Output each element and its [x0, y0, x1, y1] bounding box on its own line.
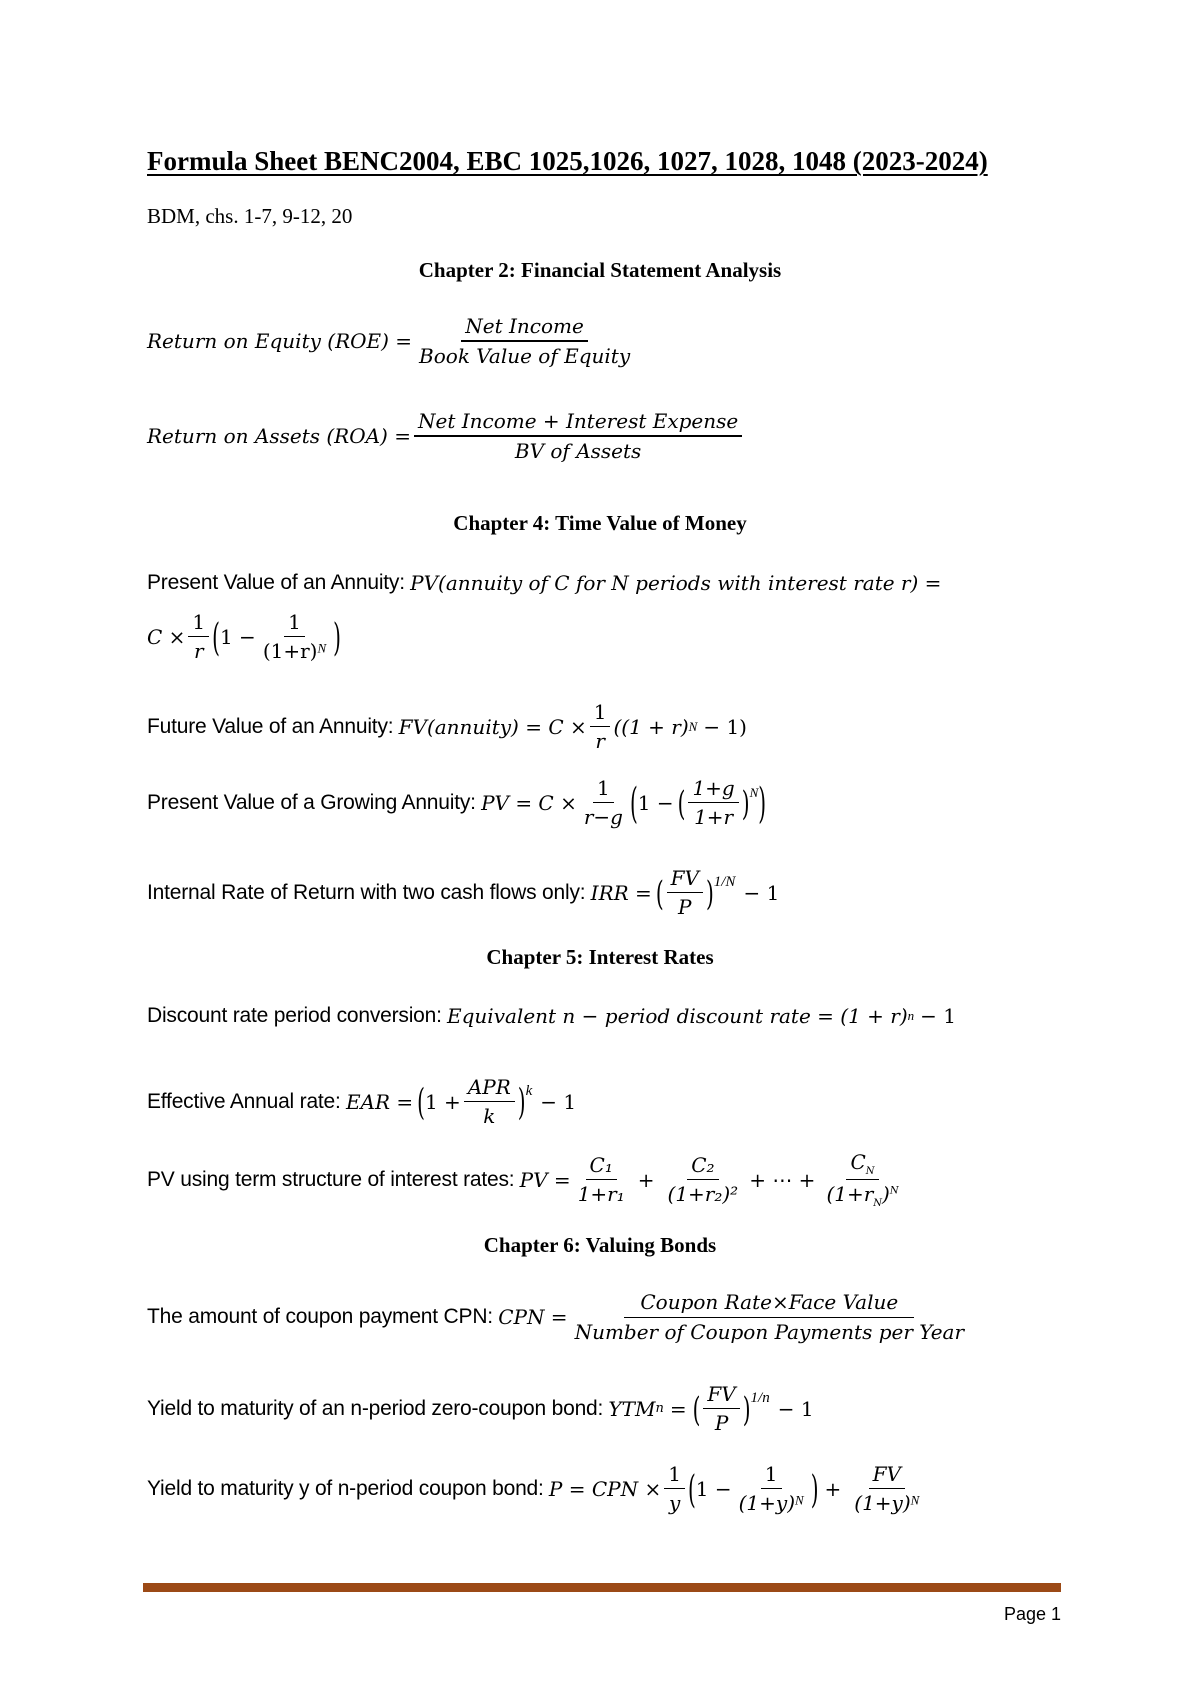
pv-annuity-c-times: C ×	[147, 624, 186, 649]
ytm-coupon-fv-den	[850, 1489, 923, 1515]
pv-growing-den: r−g	[583, 805, 623, 829]
term-structure-frac-2	[664, 1153, 743, 1206]
ytm-coupon-discount-den	[735, 1489, 808, 1515]
roa-denominator: BV of Assets	[514, 439, 642, 463]
pv-growing-label: Present Value of a Growing Annuity:	[147, 790, 476, 814]
discount-conversion-tail: − 1	[920, 1003, 956, 1028]
close-paren: )	[810, 1465, 819, 1512]
open-paren: (	[417, 1079, 425, 1124]
document-title: Formula Sheet BENC2004, EBC 1025,1026, 1027, 1028, 1048 (2023-2024)	[147, 146, 988, 176]
ytm-coupon-one: 1	[664, 1462, 685, 1489]
pv-growing-lhs: PV = C ×	[481, 790, 577, 815]
irr-den: P	[678, 895, 692, 919]
formula-pv-annuity-line1	[147, 570, 941, 595]
pv-annuity-one-minus: 1 −	[219, 624, 256, 649]
term-structure-n3-sub: N	[865, 1166, 875, 1177]
cpn-lhs: CPN =	[498, 1305, 568, 1329]
formula-ytm-coupon	[147, 1462, 926, 1515]
ytm-coupon-den-base: (1+y)	[738, 1491, 796, 1515]
fv-annuity-tail: − 1)	[703, 714, 747, 739]
formula-pv-annuity-line2	[147, 610, 341, 663]
cpn-fraction	[571, 1290, 968, 1344]
term-structure-dots: + ⋯ +	[749, 1167, 816, 1192]
open-paren: (	[655, 872, 664, 913]
ear-label: Effective Annual rate:	[147, 1089, 341, 1113]
term-structure-d3: (1+r	[826, 1182, 874, 1206]
close-paren: )	[742, 1388, 751, 1429]
close-paren: )	[705, 872, 714, 913]
pv-growing-ratio-num: 1+g	[688, 776, 738, 803]
irr-num: FV	[667, 866, 703, 893]
discount-conversion-expr: Equivalent n − period discount rate = (1 + r)	[447, 1003, 908, 1028]
open-paren: (	[629, 777, 638, 828]
irr-label: Internal Rate of Return with two cash flows only:	[147, 880, 586, 904]
term-structure-d3-sub: N	[873, 1198, 883, 1209]
close-paren: )	[741, 782, 750, 823]
open-paren: (	[687, 1465, 696, 1512]
irr-lhs: IRR =	[590, 880, 652, 905]
ytm-zero-lhs: YTM	[608, 1396, 656, 1421]
term-structure-lhs: PV =	[519, 1167, 571, 1192]
ytm-zero-num: FV	[703, 1382, 739, 1409]
term-structure-n2: C₂	[687, 1153, 718, 1180]
irr-tail: − 1	[743, 880, 780, 905]
term-structure-n3-wrap	[846, 1150, 878, 1180]
pv-annuity-den	[259, 637, 330, 663]
open-paren: (	[692, 1388, 701, 1429]
ytm-coupon-discount	[735, 1462, 808, 1515]
pv-annuity-num: 1	[284, 610, 305, 637]
pv-annuity-line1: PV(annuity of C for N periods with interest rate r) =	[410, 570, 942, 595]
cpn-num: Coupon Rate×Face Value	[624, 1290, 914, 1318]
pv-annuity-one-over-r	[188, 610, 209, 663]
term-structure-n1: C₁	[586, 1153, 617, 1180]
fv-annuity-one: 1	[590, 700, 611, 727]
roa-lhs: Return on Assets (ROA) =	[147, 424, 411, 448]
term-structure-n3: C	[850, 1150, 866, 1174]
pv-growing-one-minus: 1 −	[637, 790, 674, 815]
ear-lhs: EAR =	[345, 1089, 414, 1114]
ytm-coupon-one-minus: 1 −	[695, 1476, 732, 1501]
pv-annuity-one: 1	[188, 610, 209, 637]
formula-cpn	[147, 1290, 971, 1344]
fv-annuity-label: Future Value of an Annuity:	[147, 714, 394, 738]
roa-fraction	[414, 409, 742, 463]
ear-num: APR	[464, 1075, 515, 1102]
ear-tail: − 1	[540, 1089, 577, 1114]
term-structure-d3-wrap	[822, 1180, 902, 1209]
formula-pv-growing-annuity	[147, 776, 766, 829]
footer-divider	[143, 1583, 1061, 1592]
formula-irr	[147, 866, 779, 919]
close-paren: )	[333, 613, 341, 660]
pv-growing-ratio-den: 1+r	[694, 805, 734, 829]
fv-annuity-exp: N	[688, 718, 698, 734]
ytm-coupon-lhs: P = CPN ×	[548, 1476, 662, 1501]
fv-annuity-paren: ((1 + r)	[613, 714, 689, 739]
formula-roa	[147, 409, 745, 463]
formula-discount-conversion	[147, 1003, 956, 1028]
pv-annuity-discount-fraction	[259, 610, 330, 663]
term-structure-d2: (1+r₂)²	[667, 1182, 739, 1206]
formula-ytm-zero	[147, 1382, 814, 1435]
irr-fraction	[667, 866, 703, 919]
ear-den: k	[483, 1104, 496, 1128]
fv-annuity-lhs: FV(annuity) = C ×	[398, 714, 587, 739]
term-structure-d3-exp: N	[889, 1185, 899, 1197]
formula-fv-annuity	[147, 700, 747, 753]
chapter-5-heading: Chapter 5: Interest Rates	[486, 945, 714, 969]
ytm-coupon-den2-base: (1+y)	[854, 1491, 911, 1515]
term-structure-frac-1	[574, 1153, 629, 1206]
plus-sign: +	[637, 1167, 655, 1192]
chapter-2-heading: Chapter 2: Financial Statement Analysis	[418, 258, 782, 282]
chapter-4-heading: Chapter 4: Time Value of Money	[453, 511, 747, 535]
ytm-zero-tail: − 1	[777, 1396, 814, 1421]
term-structure-frac-n	[822, 1150, 902, 1209]
open-paren: (	[677, 782, 686, 823]
ytm-zero-exp: 1/n	[750, 1390, 770, 1406]
close-paren: )	[517, 1079, 526, 1124]
pv-growing-ratio	[688, 776, 738, 829]
roe-fraction	[415, 314, 634, 368]
formula-term-structure	[147, 1150, 906, 1209]
fv-annuity-one-over-r	[590, 700, 611, 753]
ytm-coupon-fv-fraction	[850, 1462, 923, 1515]
ear-fraction	[464, 1075, 515, 1128]
pv-annuity-den-base: (1+r)	[262, 639, 318, 663]
ytm-zero-label: Yield to maturity of an n-period zero-coupon bond:	[147, 1396, 604, 1420]
roa-numerator: Net Income + Interest Expense	[414, 409, 742, 437]
roe-numerator: Net Income	[461, 314, 588, 342]
cpn-den: Number of Coupon Payments per Year	[574, 1320, 965, 1344]
term-structure-d1: 1+r₁	[577, 1182, 625, 1206]
ytm-zero-den: P	[714, 1411, 729, 1435]
discount-conversion-exp: n	[907, 1007, 915, 1023]
term-structure-d3-end: )	[882, 1182, 890, 1206]
term-structure-label: PV using term structure of interest rates:	[147, 1167, 515, 1191]
ytm-zero-fraction	[703, 1382, 739, 1435]
ytm-coupon-den2-exp: N	[910, 1492, 920, 1508]
ytm-zero-eq: =	[669, 1396, 687, 1421]
ytm-coupon-fv: FV	[869, 1462, 905, 1489]
pv-growing-one-over-rg	[580, 776, 627, 829]
irr-exp: 1/N	[713, 874, 736, 890]
ytm-coupon-discount-num: 1	[761, 1462, 782, 1489]
ytm-coupon-label: Yield to maturity y of n-period coupon bond:	[147, 1476, 544, 1500]
pv-annuity-den-exp: N	[317, 640, 327, 656]
formula-ear	[147, 1075, 576, 1128]
discount-conversion-label: Discount rate period conversion:	[147, 1003, 442, 1027]
ytm-coupon-den-exp: N	[795, 1492, 804, 1508]
pv-annuity-label: Present Value of an Annuity:	[147, 570, 405, 594]
roe-denominator: Book Value of Equity	[419, 344, 631, 368]
chapter-6-heading: Chapter 6: Valuing Bonds	[483, 1233, 717, 1257]
fv-annuity-r: r	[595, 729, 605, 753]
formula-roe	[147, 314, 637, 368]
page-number: Page 1	[1004, 1604, 1062, 1624]
document-subtitle: BDM, chs. 1-7, 9-12, 20	[147, 204, 353, 228]
ytm-coupon-one-over-y	[664, 1462, 685, 1515]
pv-growing-one: 1	[593, 776, 614, 803]
ytm-coupon-y: y	[668, 1491, 681, 1515]
cpn-label: The amount of coupon payment CPN:	[147, 1305, 493, 1328]
pv-annuity-r: r	[194, 639, 204, 663]
ytm-coupon-plus: +	[824, 1476, 842, 1501]
open-paren: (	[212, 613, 220, 660]
ear-one-plus: 1 +	[424, 1089, 461, 1114]
ear-exp: k	[525, 1083, 533, 1099]
close-paren: )	[758, 777, 767, 828]
pv-growing-exp: N	[749, 784, 759, 800]
ytm-zero-sub: n	[655, 1401, 664, 1416]
roe-lhs: Return on Equity (ROE) =	[147, 329, 413, 353]
